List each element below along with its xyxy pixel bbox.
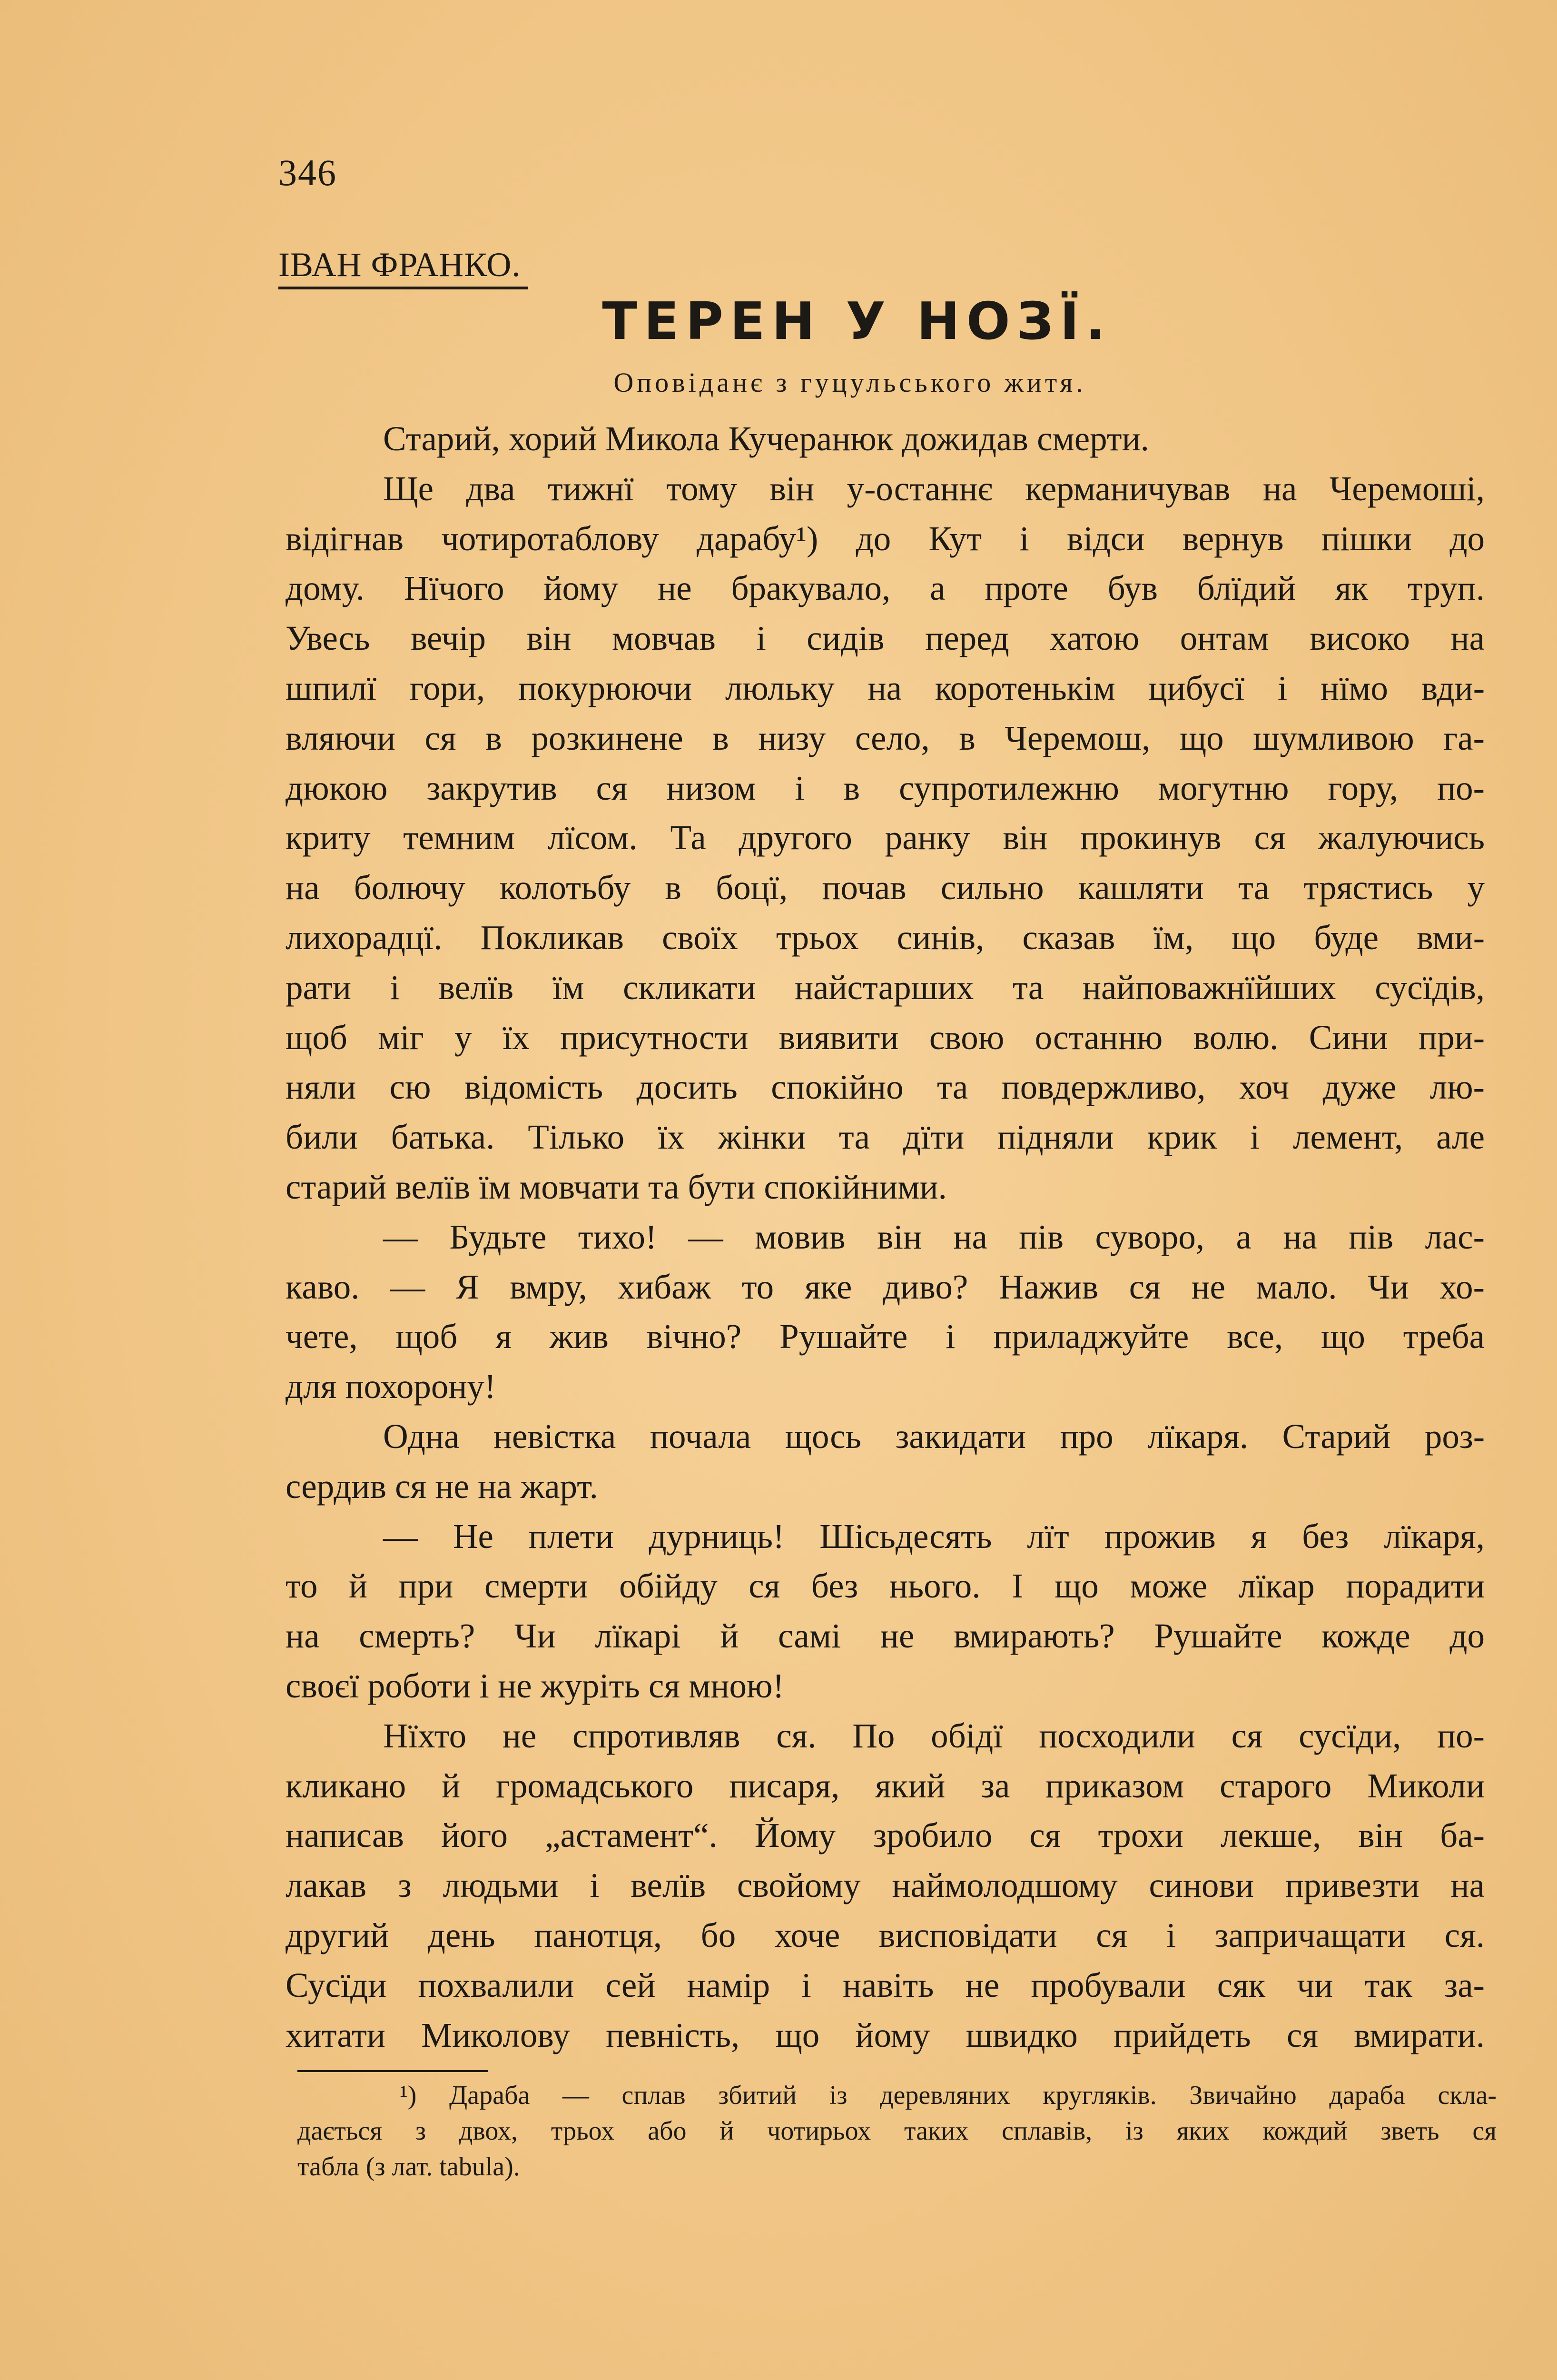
text-line: Сусїди похвалили сей намір і навіть не пробували сяк чи так за- bbox=[286, 1965, 1485, 2004]
text-line: своєї роботи і не журіть ся мною! bbox=[286, 1666, 784, 1705]
text-line: щоб міг у їх присутности виявити свою останню волю. Сини при- bbox=[286, 1018, 1485, 1057]
text-line: шпилї гори, покурюючи люльку на коротенькім цибусї і нїмо вди- bbox=[286, 668, 1485, 707]
text-line: на смерть? Чи лїкарі й самі не вмирають? Рушайте кожде до bbox=[286, 1616, 1485, 1656]
text-line: лакав з людьми і велїв свойому наймолодшому синови привезти на bbox=[286, 1866, 1485, 1905]
text-line: відігнав чотиротаблову дарабу¹) до Кут і відси вернув пішки до bbox=[286, 519, 1485, 558]
footnote-line: дається з двох, трьох або й чотирьох таких сплавів, із яких кождий зветь ся bbox=[297, 2116, 1497, 2146]
text-line: чете, щоб я жив вічно? Рушайте і приладжуйте все, що треба bbox=[286, 1317, 1485, 1356]
text-line: рати і велїв їм скликати найстарших та найповажнїйших сусїдів, bbox=[286, 968, 1485, 1007]
text-line: Увесь вечір він мовчав і сидів перед хатою онтам високо на bbox=[286, 619, 1485, 658]
text-line: сердив ся не на жарт. bbox=[286, 1467, 598, 1506]
text-line: Старий, хорий Микола Кучеранюк дожидав смерти. bbox=[383, 419, 1149, 458]
footnote-separator bbox=[297, 2070, 488, 2072]
text-line: Нїхто не спротивляв ся. По обідї посходили ся сусїди, по- bbox=[383, 1716, 1485, 1755]
text-line: криту темним лїсом. Та другого ранку він прокинув ся жалуючись bbox=[286, 818, 1485, 857]
text-line: старий велїв їм мовчати та бути спокійними. bbox=[286, 1167, 947, 1206]
text-line: дюкою закрутив ся низом і в супротилежню могутню гору, по- bbox=[286, 768, 1485, 807]
text-line: то й при смерти обійду ся без нього. І що може лїкар порадити bbox=[286, 1567, 1485, 1606]
footnote-line: табла (з лат. tabula). bbox=[297, 2152, 520, 2182]
text-line: били батька. Тілько їх жінки та дїти підняли крик і лемент, але bbox=[286, 1118, 1485, 1157]
text-line: написав його „астамент“. Йому зробило ся трохи лекше, він ба- bbox=[286, 1816, 1485, 1855]
page-number: 346 bbox=[278, 152, 337, 193]
author-name: ІВАН ФРАНКО. bbox=[278, 246, 521, 284]
text-line: — Не плети дурниць! Шісьдесять лїт прожив я без лїкаря, bbox=[383, 1517, 1485, 1556]
text-line: другий день панотця, бо хоче висповідати ся і запричащати ся. bbox=[286, 1915, 1485, 1954]
text-line: Ще два тижнї тому він у-останнє керманичував на Черемоші, bbox=[383, 469, 1485, 508]
text-line: на болючу колотьбу в боцї, почав сильно кашляти та трястись у bbox=[286, 868, 1485, 907]
body-text bbox=[286, 414, 1485, 2060]
footnote-line: ¹) Дараба — сплав збитий із деревляних кругляків. Звичайно дараба скла- bbox=[400, 2081, 1497, 2110]
text-line: няли сю відомість досить спокійно та повдержливо, хоч дуже лю- bbox=[286, 1068, 1485, 1107]
author-underline bbox=[278, 287, 528, 289]
text-line: каво. — Я вмру, хибаж то яке диво? Нажив ся не мало. Чи хо- bbox=[286, 1267, 1485, 1306]
text-line: дому. Нїчого йому не бракувало, а проте був блїдий як труп. bbox=[286, 569, 1485, 608]
story-subtitle: Оповіданє з гуцульського житя. bbox=[613, 367, 1086, 398]
story-title: ТЕРЕН У НОЗЇ. bbox=[602, 292, 1112, 351]
text-line: хитати Миколову певність, що йому швидко прийдеть ся вмирати. bbox=[286, 2015, 1485, 2054]
footnotes bbox=[297, 2078, 1497, 2185]
text-line: — Будьте тихо! — мовив він на пів суворо, а на пів лас- bbox=[383, 1217, 1485, 1256]
text-line: Одна невістка почала щось закидати про лїкаря. Старий роз- bbox=[383, 1417, 1485, 1456]
text-line: вляючи ся в розкинене в низу село, в Черемош, що шумливою га- bbox=[286, 718, 1485, 757]
text-line: для похорону! bbox=[286, 1367, 496, 1406]
text-line: кликано й громадського писаря, який за приказом старого Миколи bbox=[286, 1766, 1485, 1805]
text-line: лихорадцї. Покликав своїх трьох синів, сказав їм, що буде вми- bbox=[286, 918, 1485, 957]
